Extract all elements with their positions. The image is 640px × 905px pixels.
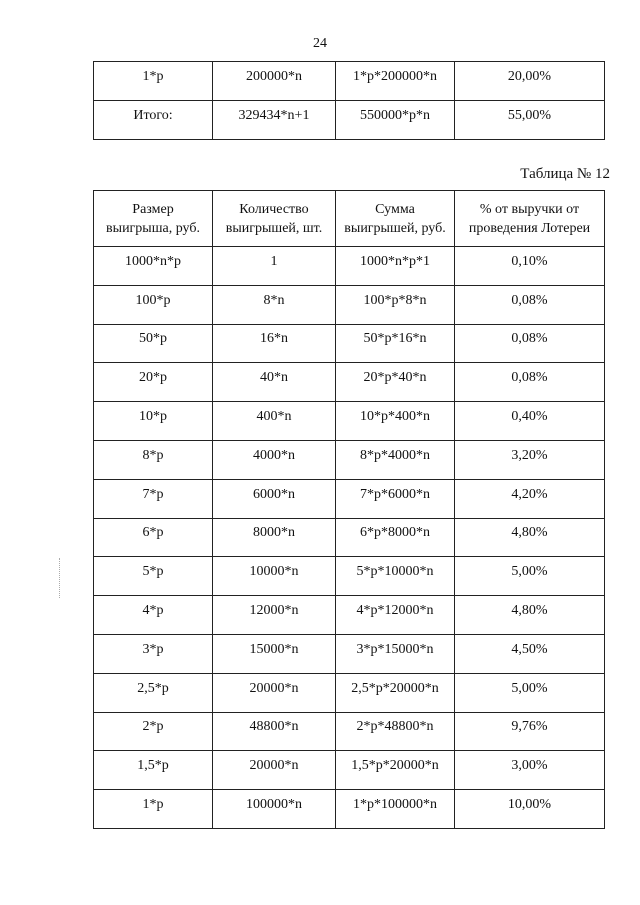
cell-value: 40*n: [260, 370, 288, 386]
cell-prize-sum: [336, 101, 455, 140]
cell-revenue-percent: [455, 518, 605, 557]
cell-value: 100000*n: [246, 797, 302, 813]
header-prize-count: Количество выигрышей, шт.: [213, 191, 336, 247]
cell-value: 5*p: [142, 564, 164, 580]
cell-value: 2*p*48800*n: [356, 719, 434, 735]
cell-prize-sum: [336, 596, 455, 635]
cell-value: 10*p*400*n: [360, 409, 430, 425]
cell-prize-size: [94, 634, 213, 673]
cell-value: 4,80%: [511, 525, 548, 541]
cell-revenue-percent: [455, 634, 605, 673]
cell-value: 8*p*4000*n: [360, 447, 430, 463]
cell-prize-count: [213, 518, 336, 557]
cell-prize-count: [213, 751, 336, 790]
cell-value: 20,00%: [507, 69, 552, 84]
cell-prize-sum: [336, 712, 455, 751]
cell-prize-count: [213, 712, 336, 751]
table-row: [94, 285, 605, 324]
cell-prize-size: [94, 101, 213, 140]
cell-value: 55,00%: [507, 108, 552, 123]
cell-value: 400*n: [256, 409, 292, 425]
cell-prize-size: [94, 479, 213, 518]
table-header-row: [94, 191, 605, 247]
cell-prize-sum: [336, 285, 455, 324]
cell-prize-size: [94, 673, 213, 712]
cell-value: 3*p*15000*n: [356, 641, 434, 657]
cell-value: 1*p: [142, 797, 164, 813]
header-prize-size: Размер выигрыша, руб.: [94, 191, 213, 247]
cell-prize-count: [213, 363, 336, 402]
cell-prize-count: [213, 440, 336, 479]
cell-revenue-percent: [455, 596, 605, 635]
cell-revenue-percent: [455, 751, 605, 790]
cell-value: 20000*n: [249, 758, 299, 774]
cell-prize-count: [213, 479, 336, 518]
cell-prize-size: [94, 402, 213, 441]
prize-table: [93, 190, 605, 829]
cell-value: 1,5*p: [137, 758, 169, 774]
cell-prize-count: [213, 557, 336, 596]
scan-mark: [59, 558, 60, 598]
table-row: [94, 101, 605, 140]
cell-value: 5,00%: [511, 680, 548, 696]
cell-prize-sum: [336, 363, 455, 402]
continued-table: [93, 61, 605, 140]
cell-prize-size: [94, 790, 213, 829]
cell-revenue-percent: [455, 557, 605, 596]
cell-value: 6000*n: [253, 486, 295, 502]
cell-prize-sum: [336, 518, 455, 557]
cell-value: 5*p*10000*n: [356, 564, 434, 580]
cell-prize-sum: [336, 62, 455, 101]
cell-prize-sum: [336, 751, 455, 790]
cell-value: 50*p*16*n: [363, 331, 427, 347]
cell-prize-count: [213, 324, 336, 363]
header-revenue-percent: % от выручки от проведения Лотереи: [455, 191, 605, 247]
cell-value: 6*p: [142, 525, 164, 541]
cell-value: 329434*n+1: [238, 108, 310, 123]
cell-prize-sum: [336, 324, 455, 363]
cell-prize-sum: [336, 557, 455, 596]
table-row: [94, 557, 605, 596]
table-row: [94, 751, 605, 790]
cell-value: 20000*n: [249, 680, 299, 696]
cell-value: 4*p: [142, 603, 164, 619]
table-caption: Таблица № 12: [520, 166, 610, 182]
cell-value: 8*p: [142, 447, 164, 463]
cell-prize-sum: [336, 479, 455, 518]
cell-revenue-percent: [455, 479, 605, 518]
table-row: [94, 518, 605, 557]
table-row: [94, 712, 605, 751]
cell-value: 1,5*p*20000*n: [351, 758, 439, 774]
cell-value: 3,00%: [511, 758, 548, 774]
cell-value: 4*p*12000*n: [356, 603, 434, 619]
header-prize-sum: Сумма выигрышей, руб.: [336, 191, 455, 247]
page-number: 24: [313, 36, 327, 51]
cell-prize-sum: [336, 402, 455, 441]
cell-value: 48800*n: [249, 719, 299, 735]
table-row: [94, 247, 605, 286]
cell-value: 2,5*p*20000*n: [351, 680, 439, 696]
table-row: [94, 440, 605, 479]
cell-prize-count: [213, 247, 336, 286]
cell-revenue-percent: [455, 712, 605, 751]
prize-table-body: [94, 247, 605, 829]
cell-value: 0,08%: [511, 370, 548, 386]
cell-prize-count: [213, 634, 336, 673]
cell-revenue-percent: [455, 285, 605, 324]
table-row: [94, 790, 605, 829]
cell-prize-size: [94, 285, 213, 324]
cell-prize-count: [213, 673, 336, 712]
cell-revenue-percent: [455, 101, 605, 140]
table-row: [94, 324, 605, 363]
cell-prize-size: [94, 518, 213, 557]
cell-value: 0,10%: [511, 253, 548, 269]
cell-revenue-percent: [455, 440, 605, 479]
cell-value: 4,50%: [511, 641, 548, 657]
cell-value: 200000*n: [246, 69, 302, 84]
cell-value: 550000*p*n: [360, 108, 430, 123]
cell-value: 5,00%: [511, 564, 548, 580]
cell-value: 10,00%: [507, 797, 552, 813]
cell-prize-size: [94, 751, 213, 790]
cell-value: 100*p: [135, 292, 171, 308]
cell-value: 12000*n: [249, 603, 299, 619]
cell-value: 10*p: [139, 409, 167, 425]
cell-prize-size: [94, 247, 213, 286]
table-row: [94, 479, 605, 518]
cell-prize-size: [94, 440, 213, 479]
cell-value: 6*p*8000*n: [360, 525, 430, 541]
cell-value: 8*n: [263, 292, 285, 308]
cell-prize-count: [213, 596, 336, 635]
cell-value: 50*p: [139, 331, 167, 347]
cell-value: 10000*n: [249, 564, 299, 580]
cell-value: 4000*n: [253, 447, 295, 463]
cell-value: 3*p: [142, 641, 164, 657]
cell-value: 1*p: [142, 69, 164, 84]
table-row: [94, 402, 605, 441]
cell-prize-count: [213, 285, 336, 324]
cell-value: 9,76%: [511, 719, 548, 735]
cell-value: 100*p*8*n: [363, 292, 427, 308]
cell-prize-size: [94, 712, 213, 751]
cell-revenue-percent: [455, 673, 605, 712]
cell-value: 20*p*40*n: [363, 370, 427, 386]
cell-prize-sum: [336, 634, 455, 673]
cell-value: 4,80%: [511, 603, 548, 619]
cell-prize-size: [94, 557, 213, 596]
cell-value: 4,20%: [511, 486, 548, 502]
cell-value: 1: [270, 253, 278, 269]
table-row: [94, 62, 605, 101]
cell-value: 15000*n: [249, 641, 299, 657]
cell-value: 7*p*6000*n: [360, 486, 430, 502]
cell-value: 1*p*200000*n: [353, 69, 437, 84]
cell-value: 2,5*p: [137, 680, 169, 696]
cell-prize-size: [94, 363, 213, 402]
cell-revenue-percent: [455, 402, 605, 441]
cell-revenue-percent: [455, 324, 605, 363]
cell-value: 2*p: [142, 719, 164, 735]
cell-value: 16*n: [260, 331, 288, 347]
cell-prize-sum: [336, 440, 455, 479]
cell-prize-size: [94, 324, 213, 363]
cell-revenue-percent: [455, 247, 605, 286]
cell-value: 0,08%: [511, 292, 548, 308]
cell-revenue-percent: [455, 363, 605, 402]
cell-value: 1000*n*p: [125, 253, 181, 269]
cell-revenue-percent: [455, 790, 605, 829]
cell-prize-count: [213, 402, 336, 441]
cell-value: 0,40%: [511, 409, 548, 425]
cell-value: 1*p*100000*n: [353, 797, 437, 813]
continued-table-body: [94, 62, 605, 140]
cell-prize-count: [213, 790, 336, 829]
cell-prize-sum: [336, 247, 455, 286]
cell-revenue-percent: [455, 62, 605, 101]
cell-value: 7*p: [142, 486, 164, 502]
cell-value: 3,20%: [511, 447, 548, 463]
table-row: [94, 596, 605, 635]
table-row: [94, 673, 605, 712]
cell-value: 20*p: [139, 370, 167, 386]
cell-value: Итого:: [133, 108, 173, 123]
cell-prize-size: [94, 62, 213, 101]
cell-value: 8000*n: [253, 525, 295, 541]
cell-prize-sum: [336, 790, 455, 829]
cell-prize-count: [213, 101, 336, 140]
cell-value: 0,08%: [511, 331, 548, 347]
cell-prize-size: [94, 596, 213, 635]
cell-prize-sum: [336, 673, 455, 712]
table-row: [94, 634, 605, 673]
table-row: [94, 363, 605, 402]
cell-value: 1000*n*p*1: [360, 253, 430, 269]
cell-prize-count: [213, 62, 336, 101]
